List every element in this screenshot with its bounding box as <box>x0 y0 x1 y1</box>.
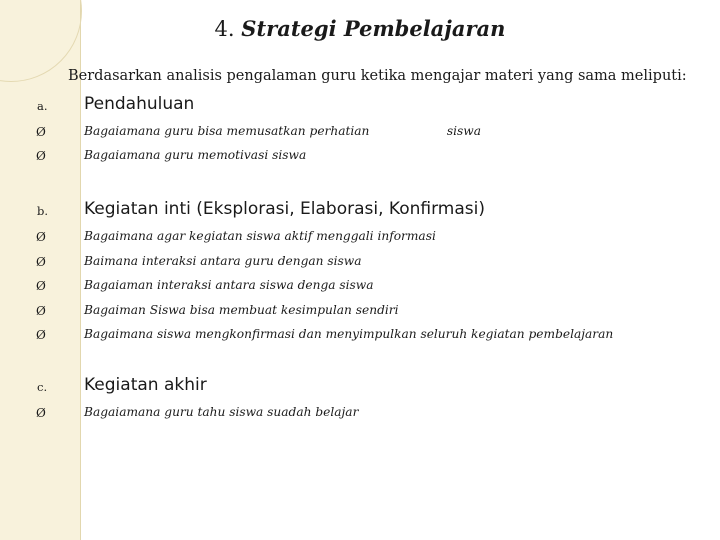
intro-text: Berdasarkan analisis pengalaman guru ketika mengajar materi yang sama meliputi: <box>68 68 687 84</box>
section-heading-pendahuluan: Pendahuluan <box>84 94 195 114</box>
bullet-arrow-icon: Ø <box>36 149 46 163</box>
title-number: 4. <box>214 17 235 41</box>
list-item: Baimana interaksi antara guru dengan siswa <box>84 254 362 268</box>
list-item: Bagaiamana guru bisa memusatkan perhatian siswa <box>84 124 481 138</box>
section-marker-b: b. <box>37 204 49 218</box>
title-text: Strategi Pembelajaran <box>241 16 506 41</box>
list-item: Bagaimana agar kegiatan siswa aktif menggali informasi <box>84 229 436 243</box>
list-item: Bagaiman Siswa bisa membuat kesimpulan sendiri <box>84 303 399 317</box>
bullet-arrow-icon: Ø <box>36 328 46 342</box>
bullet-arrow-icon: Ø <box>36 279 46 293</box>
section-heading-kegiatan-akhir: Kegiatan akhir <box>84 375 207 395</box>
bullet-arrow-icon: Ø <box>36 304 46 318</box>
section-heading-kegiatan-inti: Kegiatan inti (Eksplorasi, Elaborasi, Konfirmasi) <box>84 199 485 219</box>
bullet-arrow-icon: Ø <box>36 255 46 269</box>
bullet-arrow-icon: Ø <box>36 125 46 139</box>
list-item: Bagaiamana guru tahu siswa suadah belajar <box>84 405 359 419</box>
list-item: Bagaiaman interaksi antara siswa denga siswa <box>84 278 374 292</box>
list-item: Bagaiamana guru memotivasi siswa <box>84 148 307 162</box>
section-marker-c: c. <box>37 380 48 394</box>
list-item: Bagaimana siswa mengkonfirmasi dan menyimpulkan seluruh kegiatan pembelajaran <box>84 327 614 341</box>
slide-title <box>0 16 720 41</box>
section-marker-a: a. <box>37 99 48 113</box>
bullet-arrow-icon: Ø <box>36 230 46 244</box>
bullet-arrow-icon: Ø <box>36 406 46 420</box>
